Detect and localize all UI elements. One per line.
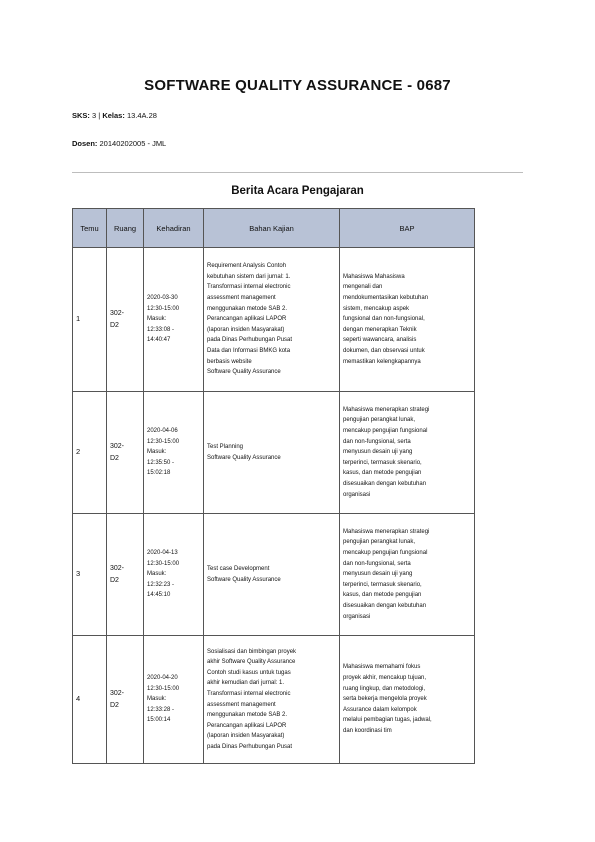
kehadiran-line: 12:33:08 - — [147, 326, 175, 333]
bap-line: proyek akhir, mencakup tujuan, — [343, 675, 427, 682]
bap-line: menyusun desain uji yang — [343, 571, 413, 578]
bap-line: dan koordinasi tim — [343, 727, 392, 734]
bahan-line: menggunakan metode SAB 2. — [207, 305, 288, 312]
header-bap: BAP — [340, 209, 475, 248]
bahan-line: akhir kemudian dari jurnal: 1. — [207, 680, 285, 687]
bahan-line: Transformasi internal electronic — [207, 690, 291, 697]
bahan-line: menggunakan metode SAB 2. — [207, 712, 288, 719]
kehadiran-line: 2020-04-13 — [147, 550, 178, 557]
dosen-line — [72, 139, 166, 148]
section-title: Berita Acara Pengajaran — [231, 185, 364, 197]
header-ruang: Ruang — [107, 209, 144, 248]
cell-temu: 3 — [73, 514, 107, 636]
ruang-line: 302- — [110, 689, 125, 697]
kehadiran-line: 12:30-15:00 — [147, 560, 180, 567]
cell-bap — [340, 514, 475, 636]
cell-temu: 2 — [73, 392, 107, 514]
bap-line: Mahasiswa Mahasiswa — [343, 273, 405, 280]
page-title: SOFTWARE QUALITY ASSURANCE - 0687 — [144, 77, 451, 94]
kehadiran-line: 2020-04-20 — [147, 675, 178, 682]
bap-line: mengenali dan — [343, 284, 383, 291]
bahan-line: (laporan insiden Masyarakat) — [207, 733, 285, 740]
bahan-line: pada Dinas Perhubungan Pusat — [207, 743, 293, 750]
divider — [72, 172, 523, 173]
bahan-line: pada Dinas Perhubungan Pusat — [207, 337, 293, 344]
bap-line: terperinci, termasuk skenario, — [343, 459, 422, 466]
cell-bap — [340, 392, 475, 514]
bap-line: terperinci, termasuk skenario, — [343, 581, 422, 588]
cell-kehadiran — [144, 514, 204, 636]
table-row — [73, 514, 475, 636]
bahan-line: Test Planning — [207, 443, 244, 450]
bap-line: menyusun desain uji yang — [343, 449, 413, 456]
bahan-line: Sosialisasi dan bimbingan proyek — [207, 648, 297, 655]
cell-ruang — [107, 514, 144, 636]
bap-line: pengujian perangkat lunak, — [343, 539, 416, 546]
kehadiran-line: Masuk: — [147, 449, 167, 456]
ruang-line: D2 — [110, 576, 119, 584]
sks-kelas-line — [72, 111, 157, 120]
ruang-line: D2 — [110, 701, 119, 709]
bap-line: dan non-fungsional, serta — [343, 560, 411, 567]
bap-line: pengujian perangkat lunak, — [343, 417, 416, 424]
bahan-line: Data dan Informasi BMKG kota — [207, 347, 291, 354]
bap-line: fungsional dan non-fungsional, — [343, 316, 425, 323]
cell-bahan-kajian — [204, 248, 340, 392]
bap-line: disesuaikan dengan kebutuhan — [343, 480, 427, 487]
bahan-line: assessment management — [207, 701, 276, 708]
bahan-line: Transformasi internal electronic — [207, 284, 291, 291]
bahan-line: Software Quality Assurance — [207, 454, 281, 461]
kehadiran-line: 12:30-15:00 — [147, 685, 180, 692]
bahan-line: Perancangan aplikasi LAPOR — [207, 722, 287, 729]
kehadiran-line: 15:00:14 — [147, 717, 171, 724]
bap-table — [72, 208, 475, 764]
sks-label: SKS: — [72, 111, 90, 120]
bap-line: Mahasiswa menerapkan strategi — [343, 406, 430, 413]
cell-bahan-kajian — [204, 392, 340, 514]
bap-line: disesuaikan dengan kebutuhan — [343, 602, 427, 609]
bahan-line: Software Quality Assurance — [207, 369, 281, 376]
bahan-line: kebutuhan sistem dari jurnal: 1. — [207, 273, 291, 280]
kehadiran-line: 12:32:23 - — [147, 581, 175, 588]
bap-line: dengan menerapkan Teknik — [343, 326, 417, 333]
kehadiran-line: 15:02:18 — [147, 470, 171, 477]
kehadiran-line: Masuk: — [147, 696, 167, 703]
bahan-line: (laporan insiden Masyarakat) — [207, 326, 285, 333]
table-header-row — [73, 209, 475, 248]
separator: | — [98, 111, 101, 120]
header-temu: Temu — [73, 209, 107, 248]
cell-kehadiran — [144, 248, 204, 392]
cell-kehadiran — [144, 636, 204, 764]
bap-line: dan non-fungsional, serta — [343, 438, 411, 445]
bap-line: mencakup pengujian fungsional — [343, 428, 428, 435]
cell-ruang — [107, 636, 144, 764]
table-row — [73, 392, 475, 514]
kelas-label: Kelas: — [102, 111, 125, 120]
ruang-line: D2 — [110, 321, 119, 329]
sks-value: 3 — [92, 111, 97, 120]
bap-line: Mahasiswa menerapkan strategi — [343, 528, 430, 535]
bap-line: organisasi — [343, 491, 371, 498]
bahan-line: akhir Software Quality Assurance — [207, 659, 296, 666]
kelas-value: 13.4A.28 — [126, 111, 157, 120]
cell-temu: 4 — [73, 636, 107, 764]
bap-line: melalui pembagian tugas, jadwal, — [343, 717, 432, 724]
bap-line: sistem, mencakup aspek — [343, 305, 410, 312]
cell-bahan-kajian — [204, 636, 340, 764]
bap-line: memastikan kelengkapannya — [343, 358, 421, 365]
ruang-line: 302- — [110, 564, 125, 572]
kehadiran-line: 2020-04-06 — [147, 428, 178, 435]
table-row — [73, 636, 475, 764]
ruang-line: D2 — [110, 454, 119, 462]
kehadiran-line: 14:40:47 — [147, 337, 171, 344]
dosen-value: 20140202005 - JML — [99, 139, 167, 148]
bahan-line: Contoh studi kasus untuk tugas — [207, 669, 291, 676]
bahan-line: Software Quality Assurance — [207, 576, 281, 583]
cell-ruang — [107, 248, 144, 392]
bap-line: Mahasiswa memahami fokus — [343, 664, 421, 671]
cell-ruang — [107, 392, 144, 514]
bahan-line: Requirement Analysis Contoh — [207, 263, 287, 270]
dosen-label: Dosen: — [72, 139, 98, 148]
kehadiran-line: 12:30-15:00 — [147, 305, 180, 312]
bahan-line: berbasis website — [207, 358, 252, 365]
ruang-line: 302- — [110, 442, 125, 450]
header-bahan-kajian: Bahan Kajian — [204, 209, 340, 248]
cell-bap — [340, 636, 475, 764]
bahan-line: assessment management — [207, 295, 276, 302]
bap-line: mencakup pengujian fungsional — [343, 550, 428, 557]
bahan-line: Perancangan aplikasi LAPOR — [207, 316, 287, 323]
ruang-line: 302- — [110, 309, 125, 317]
kehadiran-line: Masuk: — [147, 316, 167, 323]
cell-temu: 1 — [73, 248, 107, 392]
bap-line: kasus, dan metode pengujian — [343, 470, 422, 477]
bap-line: serta bekerja mengelola proyek — [343, 696, 427, 703]
bap-line: kasus, dan metode pengujian — [343, 592, 422, 599]
kehadiran-line: 12:33:28 - — [147, 706, 175, 713]
bap-line: ruang lingkup, dan metodologi, — [343, 685, 426, 692]
cell-bahan-kajian — [204, 514, 340, 636]
kehadiran-line: 2020-03-30 — [147, 295, 178, 302]
kehadiran-line: Masuk: — [147, 571, 167, 578]
header-kehadiran: Kehadiran — [144, 209, 204, 248]
table-row — [73, 248, 475, 392]
cell-kehadiran — [144, 392, 204, 514]
bahan-line: Test case Development — [207, 565, 270, 572]
bap-line: seperti wawancara, analisis — [343, 337, 417, 344]
kehadiran-line: 12:30-15:00 — [147, 438, 180, 445]
kehadiran-line: 12:35:50 - — [147, 459, 175, 466]
kehadiran-line: 14:45:10 — [147, 592, 171, 599]
bap-line: Assurance dalam kelompok — [343, 706, 417, 713]
bap-line: mendokumentasikan kebutuhan — [343, 295, 429, 302]
bap-line: dokumen, dan observasi untuk — [343, 347, 425, 354]
bap-line: organisasi — [343, 613, 371, 620]
cell-bap — [340, 248, 475, 392]
